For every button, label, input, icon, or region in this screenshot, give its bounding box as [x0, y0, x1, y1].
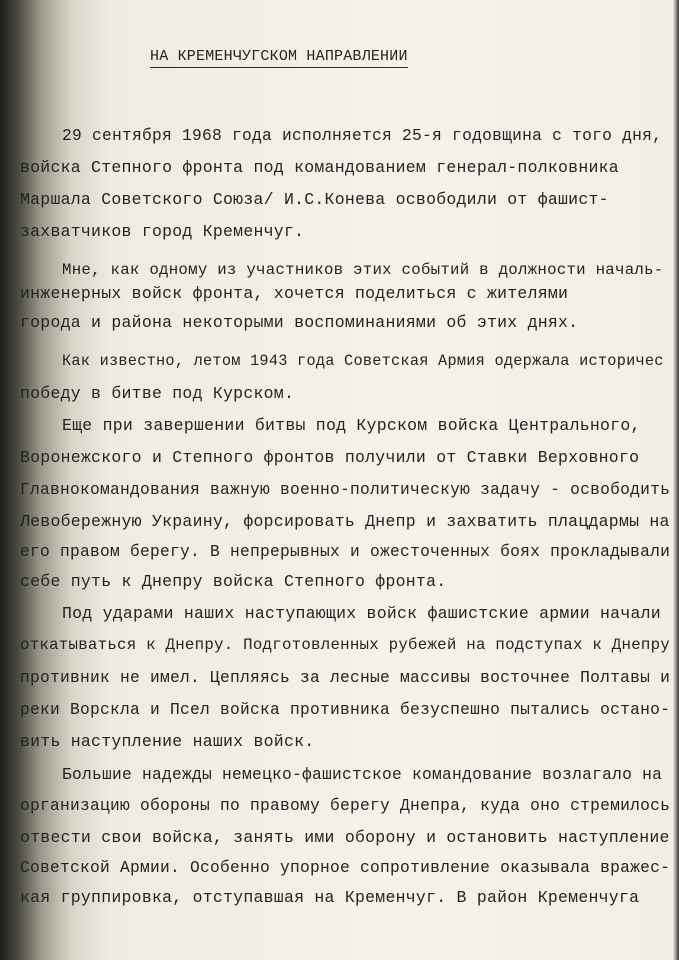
- text-line: Маршала Советского Союза/ И.С.Конева освободили от фашист-: [20, 190, 609, 209]
- text-line: отвести свои войска, занять ими оборону и остановить наступление: [20, 828, 670, 847]
- text-line: откатываться к Днепру. Подготовленных рубежей на подступах к Днепру: [20, 636, 671, 654]
- text-line: войска Степного фронта под командованием генерал-полковника: [20, 158, 619, 177]
- text-line: Под ударами наших наступающих войск фашистские армии начали: [62, 604, 661, 623]
- text-line: Как известно, летом 1943 года Советская Армия одержала историчес: [62, 352, 664, 370]
- text-line: организацию обороны по правому берегу Днепра, куда оно стремилось: [20, 796, 671, 815]
- text-line: Воронежского и Степного фронтов получили от Ставки Верховного: [20, 448, 640, 467]
- text-line: его правом берегу. В непрерывных и ожесточенных боях прокладывали: [20, 542, 671, 561]
- page-edge-shadow: [673, 0, 679, 960]
- text-line: Мне, как одному из участников этих событий в должности началь-: [62, 261, 664, 279]
- text-line: реки Ворскла и Псел войска противника безуспешно пытались остано-: [20, 700, 671, 719]
- text-line: кая группировка, отступавшая на Кременчуг. В район Кременчуга: [20, 888, 640, 907]
- text-line: Еще при завершении битвы под Курском войска Центрального,: [62, 416, 641, 435]
- text-line: захватчиков город Кременчуг.: [20, 222, 305, 241]
- text-line: вить наступление наших войск.: [20, 732, 315, 751]
- text-line: инженерных войск фронта, хочется поделиться с жителями: [20, 284, 569, 303]
- text-line: себе путь к Днепру войска Степного фронта.: [20, 572, 447, 591]
- text-line: Большие надежды немецко-фашистское командование возлагало на: [62, 765, 663, 784]
- text-line: победу в битве под Курском.: [20, 384, 295, 403]
- text-line: города и района некоторыми воспоминаниями об этих днях.: [20, 313, 579, 332]
- text-line: Главнокомандования важную военно-политическую задачу - освободить: [20, 480, 671, 499]
- text-line: противник не имел. Цепляясь за лесные массивы восточнее Полтавы и: [20, 668, 671, 687]
- text-line: Советской Армии. Особенно упорное сопротивление оказывала вражес-: [20, 858, 671, 877]
- document-title: НА КРЕМЕНЧУГСКОМ НАПРАВЛЕНИИ: [150, 48, 408, 68]
- text-line: Левобережную Украину, форсировать Днепр и захватить плацдармы на: [20, 512, 670, 531]
- text-line: 29 сентября 1968 года исполняется 25-я годовщина с того дня,: [62, 126, 663, 145]
